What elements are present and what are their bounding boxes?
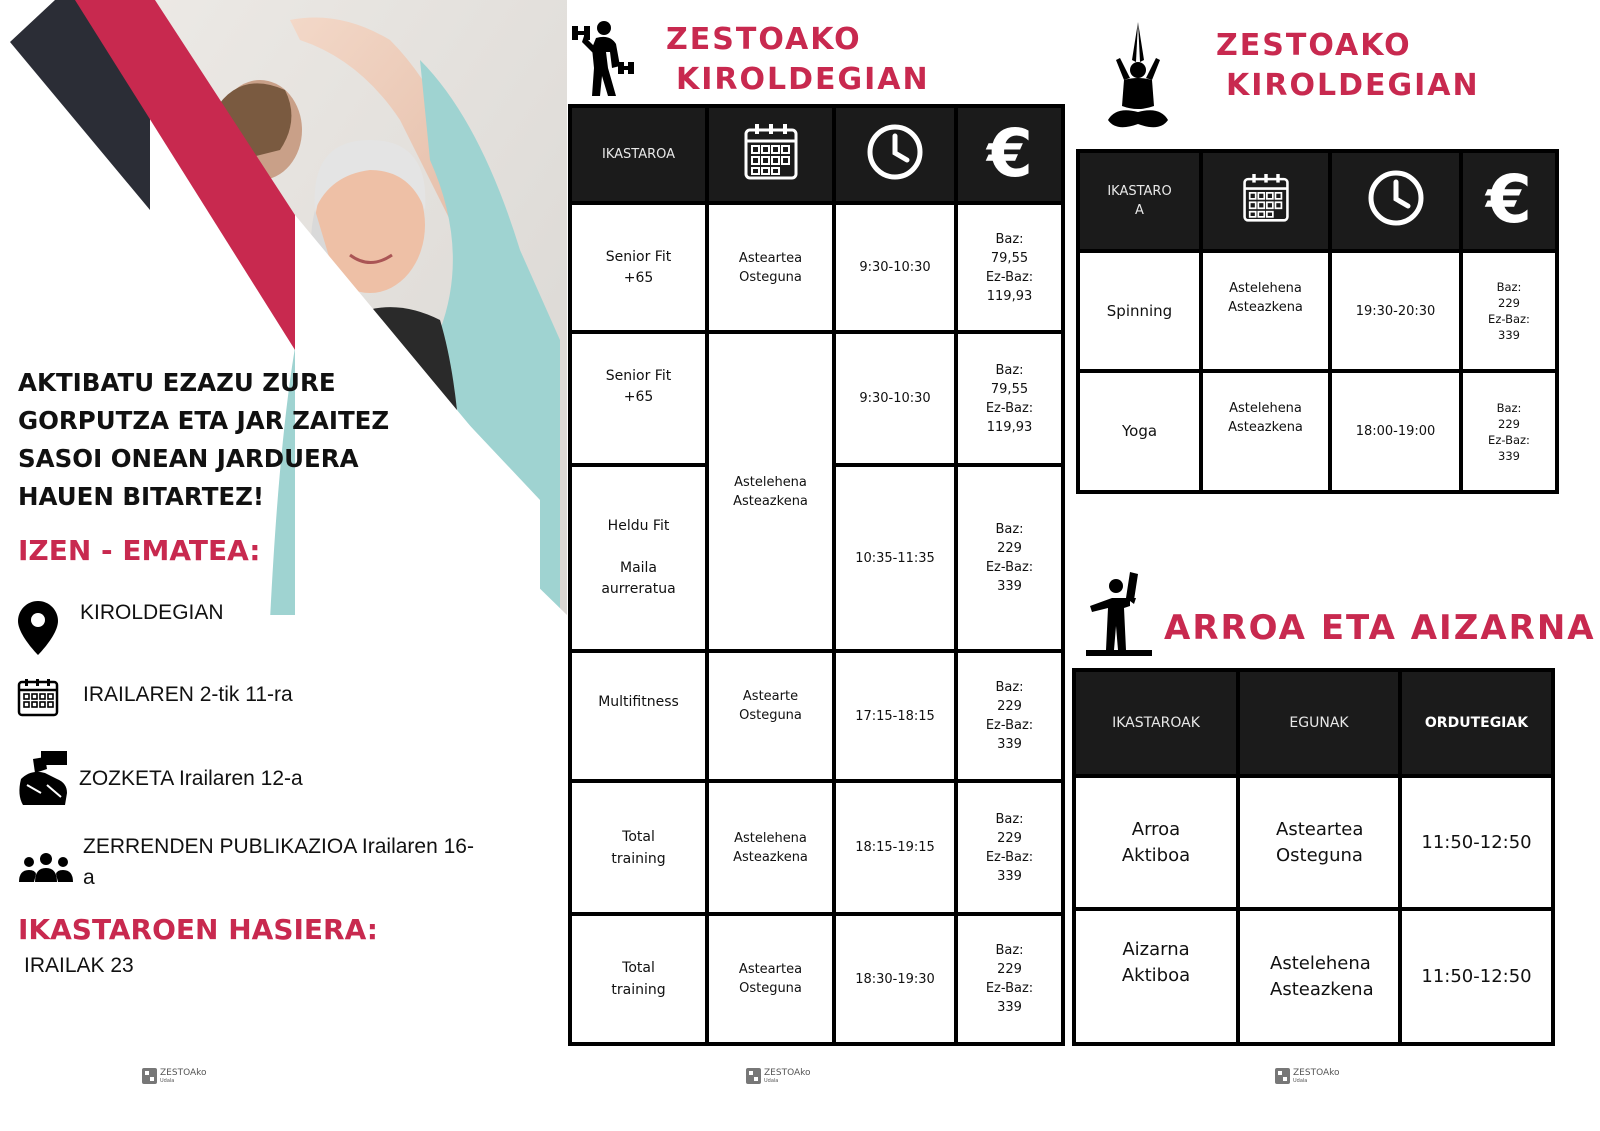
- price-label: Ez-Baz:: [985, 981, 1034, 996]
- time-cell: 18:15-19:15: [834, 781, 956, 914]
- price-value: 229: [997, 962, 1022, 977]
- course-cell: Aizarna Aktiboa: [1074, 909, 1238, 1044]
- header-time: [1330, 151, 1461, 251]
- table-row: [570, 781, 1063, 914]
- price-value: 229: [997, 830, 1022, 846]
- footer-logo-text: ZESTOAko: [160, 1068, 207, 1078]
- header-course: [1078, 151, 1201, 251]
- days-cell: Astelehena Asteazkena: [1201, 251, 1330, 371]
- time-cell: 9:30-10:30: [834, 332, 956, 465]
- price-value: 119,93: [986, 419, 1033, 435]
- price-cell: [956, 781, 1063, 914]
- location-pin-icon: [17, 600, 59, 656]
- municipality-shield-icon: [1275, 1068, 1290, 1084]
- calendar-icon: [16, 675, 60, 719]
- table-header-row: [1078, 151, 1557, 251]
- table-row: [1078, 371, 1557, 492]
- header-course-line: IKASTARO: [1107, 184, 1172, 199]
- price-value: 79,55: [990, 381, 1029, 397]
- days-cell: Astelehena Asteazkena: [707, 781, 834, 914]
- price-label: Baz:: [1496, 280, 1522, 294]
- price-value: 339: [997, 868, 1022, 884]
- table-row: [1078, 251, 1557, 371]
- headline-line: SASOI ONEAN JARDUERA: [18, 444, 359, 473]
- table-row: [570, 914, 1063, 1044]
- yoga-pose-icon: [1106, 20, 1170, 132]
- headline-line: HAUEN BITARTEZ!: [18, 482, 265, 511]
- price-label: Ez-Baz:: [985, 849, 1034, 865]
- price-value: 339: [997, 737, 1022, 752]
- price-label: Baz:: [995, 943, 1024, 958]
- price-value: 229: [997, 699, 1022, 714]
- price-label: Ez-Baz:: [985, 400, 1034, 416]
- time-cell: 11:50-12:50: [1400, 909, 1553, 1044]
- lottery-text: ZOZKETA Irailaren 12-a: [79, 767, 303, 790]
- price-value: 339: [997, 1000, 1022, 1015]
- time-cell: 11:50-12:50: [1400, 776, 1553, 909]
- title-line: KIROLDEGIAN: [676, 62, 930, 97]
- footer-logo-right: [1275, 1068, 1340, 1084]
- price-label: Ez-Baz:: [985, 560, 1034, 575]
- price-label: Baz:: [995, 231, 1024, 247]
- course-cell: Spinning: [1078, 251, 1201, 371]
- registration-title: IZEN - EMATEA:: [18, 534, 261, 567]
- table-row: [570, 651, 1063, 781]
- course-line: Heldu Fit: [607, 518, 670, 534]
- price-label: Baz:: [995, 522, 1024, 537]
- table-header-row: [570, 106, 1063, 203]
- header-price: [1461, 151, 1557, 251]
- course-line: aurreratua: [601, 581, 676, 597]
- price-label: Baz:: [995, 680, 1024, 695]
- course-spacer: [576, 537, 701, 558]
- svg-text:€: €: [986, 119, 1033, 184]
- header-calendar: [1201, 151, 1330, 251]
- footer-logo-left: [142, 1068, 207, 1084]
- days-cell: Astelehena Asteazkena: [1201, 371, 1330, 492]
- price-cell: [1461, 251, 1557, 371]
- people-group-icon: [18, 850, 74, 884]
- title-line: ZESTOAKO: [666, 22, 862, 57]
- days-cell: Astelehena Asteazkena: [1238, 909, 1400, 1044]
- price-cell: [956, 203, 1063, 332]
- days-cell: Asteartea Osteguna: [1238, 776, 1400, 909]
- price-label: Baz:: [1496, 400, 1522, 415]
- headline-line: AKTIBATU EZAZU ZURE: [18, 368, 336, 397]
- price-value: 339: [1498, 448, 1520, 463]
- middle-title: [666, 20, 930, 100]
- price-cell: [956, 914, 1063, 1044]
- footer-logo-sub: Udala: [1293, 1078, 1308, 1084]
- course-cell: Total training: [570, 781, 707, 914]
- price-value: 229: [1498, 416, 1520, 431]
- dumbbell-person-icon: [570, 18, 640, 98]
- table-row: [570, 203, 1063, 332]
- days-cell: Asteartea Osteguna: [707, 203, 834, 332]
- footer-logo-text: ZESTOAko: [764, 1068, 811, 1078]
- euro-icon: [1479, 166, 1539, 230]
- title-line: KIROLDEGIAN: [1226, 68, 1480, 103]
- clock-icon: [1366, 168, 1426, 228]
- table-row: [1074, 776, 1553, 909]
- municipality-shield-icon: [142, 1068, 157, 1084]
- price-cell: [956, 332, 1063, 465]
- price-label: Ez-Baz:: [985, 718, 1034, 733]
- price-label: Ez-Baz:: [1488, 312, 1530, 326]
- time-cell: 9:30-10:30: [834, 203, 956, 332]
- days-cell: Asteartea Osteguna: [707, 914, 834, 1044]
- course-cell: [570, 465, 707, 651]
- footer-logo-sub: Udala: [160, 1078, 175, 1084]
- price-value: 229: [1498, 296, 1520, 310]
- course-cell: Arroa Aktiboa: [1074, 776, 1238, 909]
- price-value: 79,55: [990, 250, 1029, 266]
- registration-place: KIROLDEGIAN: [80, 601, 224, 624]
- price-value: 229: [997, 541, 1022, 556]
- days-cell: Astearte Osteguna: [707, 651, 834, 781]
- header-time: [834, 106, 956, 203]
- footer-logo-text: ZESTOAko: [1293, 1068, 1340, 1078]
- price-cell: [1461, 371, 1557, 492]
- calendar-icon: [1242, 172, 1290, 224]
- schedule-table-spinning-yoga: [1076, 149, 1559, 494]
- clock-icon: [865, 122, 925, 182]
- calendar-icon: [743, 122, 799, 182]
- price-value: 119,93: [986, 288, 1033, 304]
- days-cell: Astelehena Asteazkena: [707, 332, 834, 651]
- time-cell: 19:30-20:30: [1330, 251, 1461, 371]
- euro-icon: [980, 120, 1040, 184]
- header-courses: IKASTAROAK: [1074, 670, 1238, 776]
- headline-line: GORPUTZA ETA JAR ZAITEZ: [18, 406, 390, 435]
- course-line: Maila: [619, 560, 658, 576]
- municipality-shield-icon: [746, 1068, 761, 1084]
- lottery-hand-icon: [16, 748, 72, 808]
- header-course-line: A: [1135, 203, 1144, 218]
- right-title: [1216, 26, 1480, 106]
- course-cell: Total training: [570, 914, 707, 1044]
- svg-text:€: €: [1486, 166, 1532, 230]
- footer-logo-sub: Udala: [764, 1078, 779, 1084]
- header-course: IKASTAROA: [570, 106, 707, 203]
- registration-dates: IRAILAREN 2-tik 11-ra: [83, 683, 293, 706]
- time-cell: 18:00-19:00: [1330, 371, 1461, 492]
- schedule-table-kiroldegia: [568, 104, 1065, 1046]
- arroa-aizarna-title: ARROA ETA AIZARNA: [1164, 608, 1596, 648]
- stretching-person-icon: [1086, 570, 1156, 658]
- time-cell: 18:30-19:30: [834, 914, 956, 1044]
- price-label: Baz:: [995, 362, 1024, 378]
- header-times: ORDUTEGIAK: [1400, 670, 1553, 776]
- price-cell: [956, 465, 1063, 651]
- hero-photo: [0, 0, 567, 615]
- header-days: EGUNAK: [1238, 670, 1400, 776]
- title-line: ZESTOAKO: [1216, 28, 1412, 63]
- course-cell: Multifitness: [570, 651, 707, 781]
- publication-text: ZERRENDEN PUBLIKAZIOA Irailaren 16-a: [83, 835, 474, 889]
- time-cell: 10:35-11:35: [834, 465, 956, 651]
- table-header-row: [1074, 670, 1553, 776]
- header-calendar: [707, 106, 834, 203]
- footer-logo-middle: [746, 1068, 811, 1084]
- course-cell: Yoga: [1078, 371, 1201, 492]
- course-start-date: IRAILAK 23: [24, 954, 134, 977]
- course-cell: Senior Fit +65: [570, 332, 707, 465]
- price-label: Ez-Baz:: [1488, 432, 1530, 447]
- price-value: 339: [1498, 328, 1520, 342]
- price-cell: [956, 651, 1063, 781]
- price-value: 339: [997, 579, 1022, 594]
- table-row: [570, 332, 1063, 465]
- table-row: [1074, 909, 1553, 1044]
- schedule-table-arroa-aizarna: [1072, 668, 1555, 1046]
- time-cell: 17:15-18:15: [834, 651, 956, 781]
- headline: [18, 364, 398, 516]
- price-label: Ez-Baz:: [985, 269, 1034, 285]
- price-label: Baz:: [995, 811, 1024, 827]
- course-cell: Senior Fit +65: [570, 203, 707, 332]
- course-start-title: IKASTAROEN HASIERA:: [18, 913, 378, 946]
- header-price: [956, 106, 1063, 203]
